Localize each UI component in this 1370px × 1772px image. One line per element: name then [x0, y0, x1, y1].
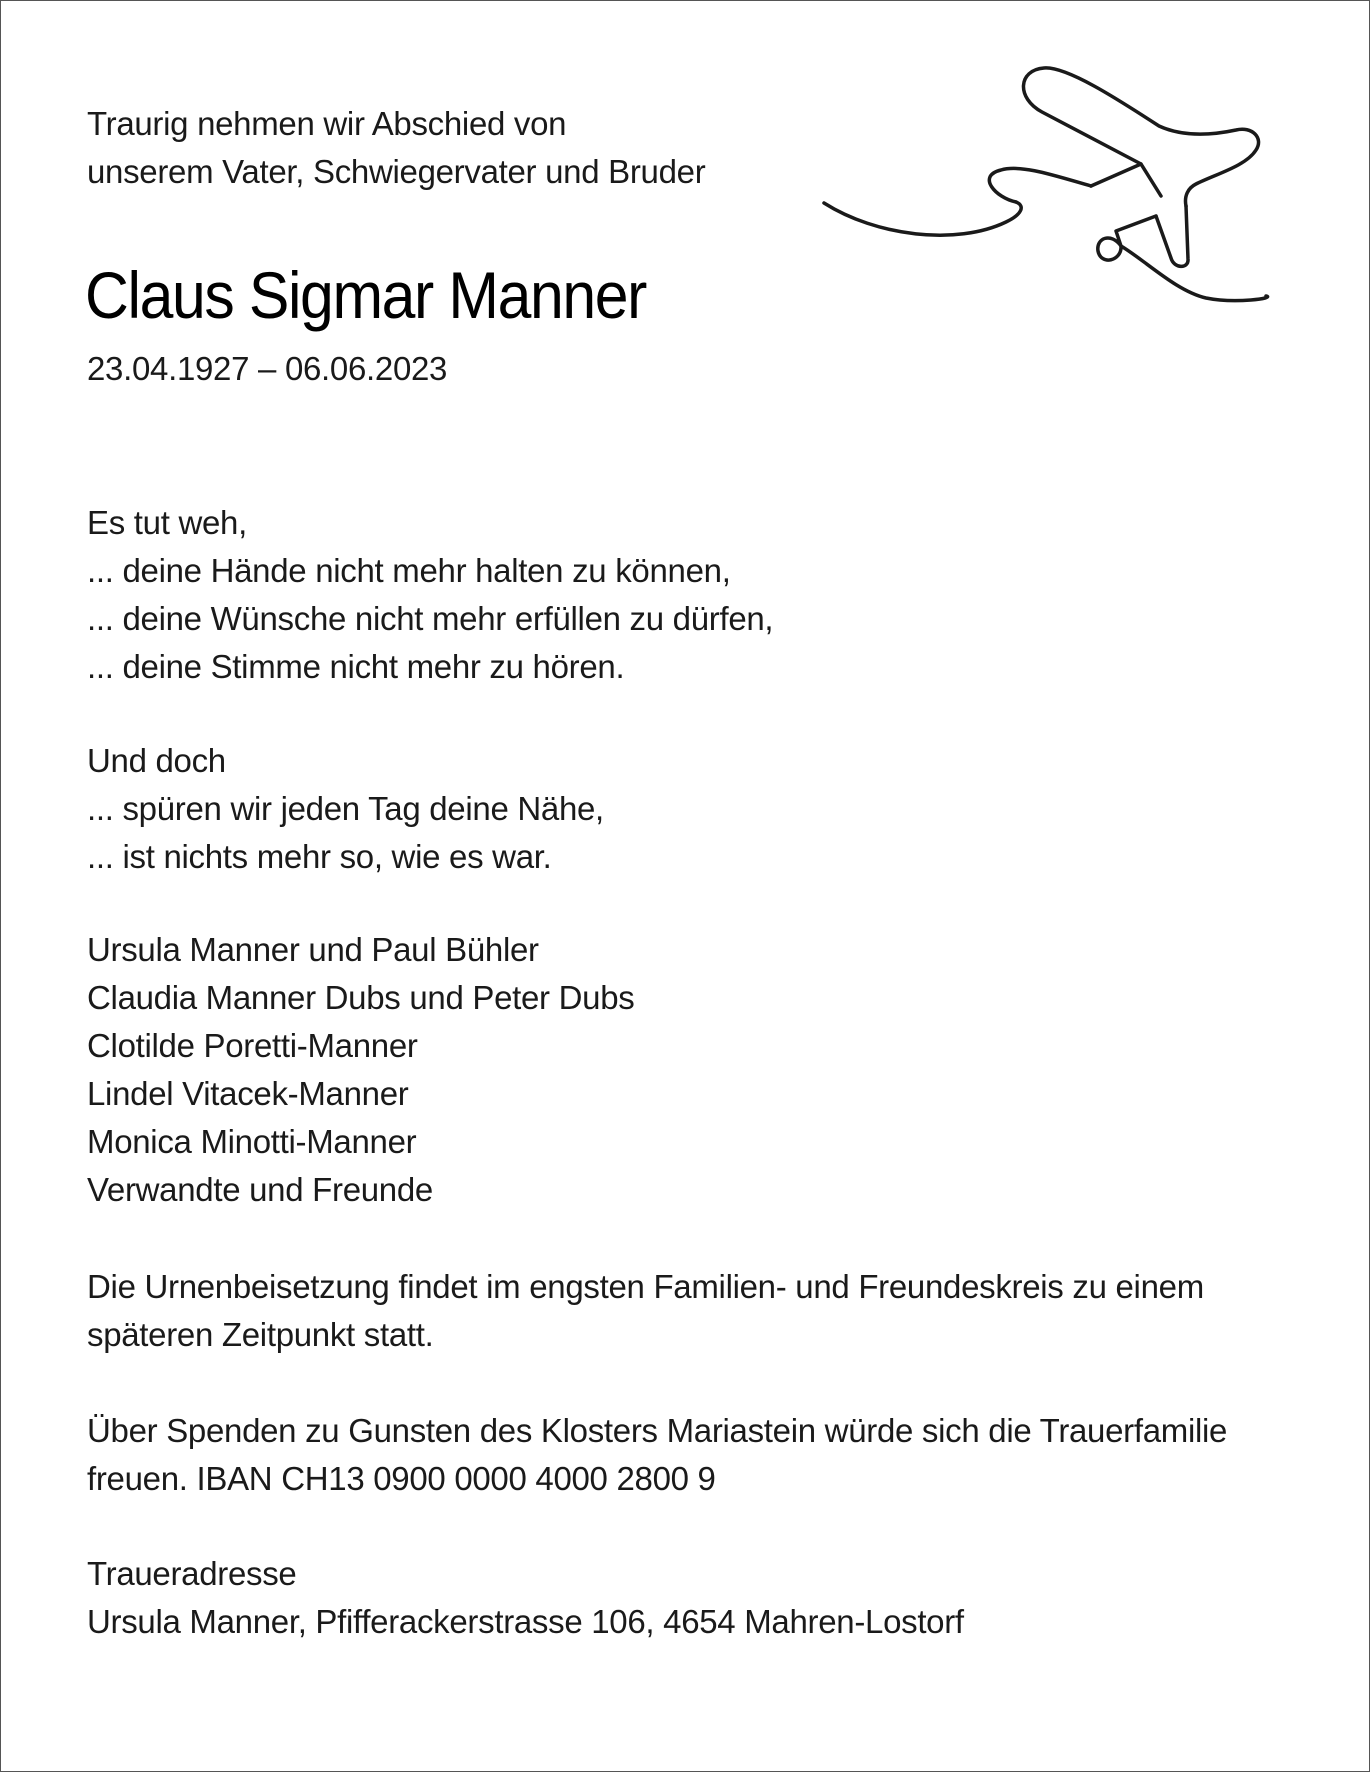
poem-line: ... deine Stimme nicht mehr zu hören. [87, 648, 625, 685]
poem-line: ... deine Hände nicht mehr halten zu können, [87, 552, 731, 589]
mourner-name: Verwandte und Freunde [87, 1171, 433, 1208]
intro-line: unserem Vater, Schwiegervater und Bruder [87, 153, 706, 190]
life-dates-text: 23.04.1927 – 06.06.2023 [87, 350, 448, 387]
mourner-name: Ursula Manner und Paul Bühler [87, 931, 539, 968]
mourner-name: Claudia Manner Dubs und Peter Dubs [87, 979, 635, 1016]
poem-line: Es tut weh, [87, 504, 247, 541]
burial-line: späteren Zeitpunkt statt. [87, 1316, 434, 1353]
mourning-address [87, 1550, 964, 1646]
burial-notice [87, 1263, 1204, 1359]
poem-line: Und doch [87, 742, 226, 779]
deceased-name: Claus Sigmar Manner [85, 258, 646, 332]
address-label: Traueradresse [87, 1555, 297, 1592]
life-dates [87, 345, 447, 393]
poem-line: ... deine Wünsche nicht mehr erfüllen zu dürfen, [87, 600, 774, 637]
donation-line: freuen. IBAN CH13 0900 0000 4000 2800 9 [87, 1460, 716, 1497]
airplane-line-drawing-icon [816, 46, 1276, 316]
poem-stanza-1 [87, 499, 773, 691]
poem-line: ... spüren wir jeden Tag deine Nähe, [87, 790, 604, 827]
mourner-name: Clotilde Poretti-Manner [87, 1027, 418, 1064]
donation-line: Über Spenden zu Gunsten des Klosters Mariastein würde sich die Trauerfamilie [87, 1412, 1228, 1449]
intro-line: Traurig nehmen wir Abschied von [87, 105, 567, 142]
donation-notice [87, 1407, 1227, 1503]
burial-line: Die Urnenbeisetzung findet im engsten Familien- und Freundeskreis zu einem [87, 1268, 1204, 1305]
address-text: Ursula Manner, Pfifferackerstrasse 106, 4654 Mahren-Lostorf [87, 1603, 964, 1640]
intro-text [87, 100, 705, 196]
mourner-name: Monica Minotti-Manner [87, 1123, 417, 1160]
poem-line: ... ist nichts mehr so, wie es war. [87, 838, 552, 875]
mourner-name: Lindel Vitacek-Manner [87, 1075, 409, 1112]
poem-stanza-2 [87, 737, 604, 881]
mourners-list [87, 926, 634, 1214]
